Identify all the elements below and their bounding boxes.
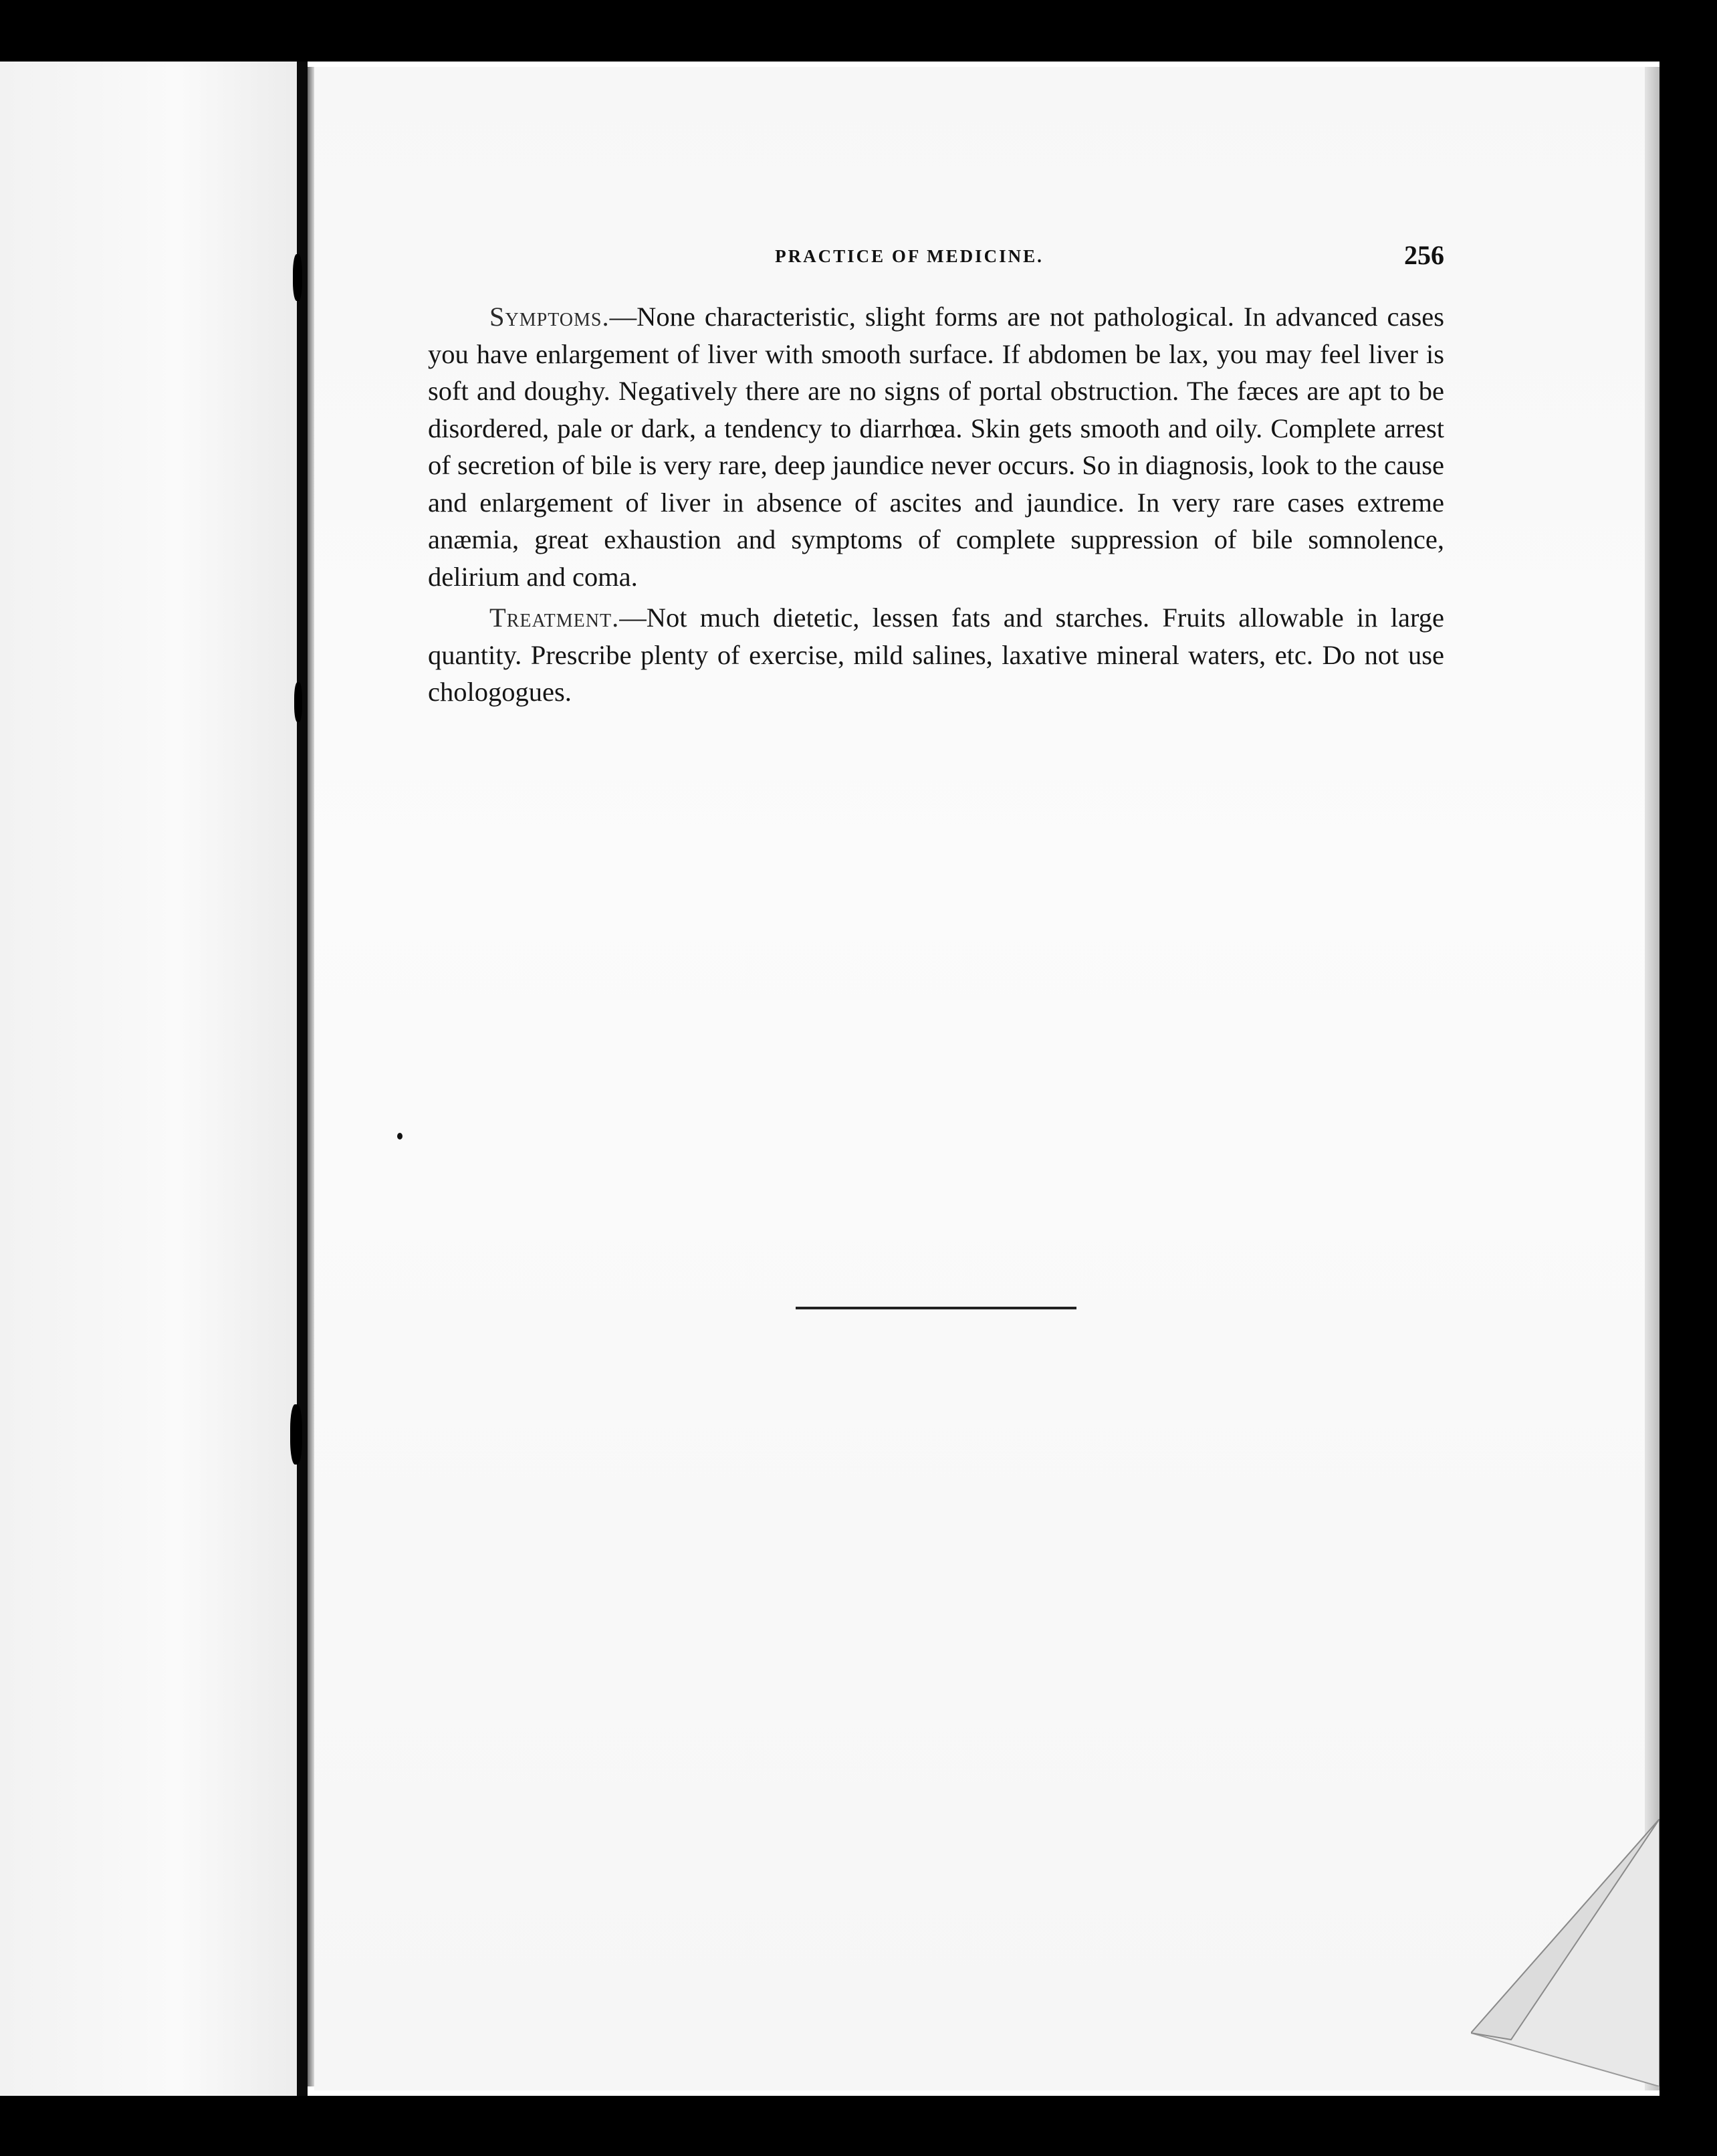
ink-speck [397, 1133, 403, 1140]
treatment-heading: Treatment. [489, 603, 620, 633]
binding-mark [290, 1404, 302, 1465]
treatment-text: —Not much dietetic, lessen fats and starches. Fruits allowable in large quantity. Prescribe plenty of exercise, mild salines, laxative mineral waters, etc. Do not use chologogues. [428, 603, 1444, 707]
binding-mark [294, 682, 302, 722]
symptoms-heading: Symptoms. [489, 302, 610, 332]
symptoms-paragraph [428, 298, 1444, 595]
symptoms-text: —None characteristic, slight forms are not pathological. In advanced cases you have enlargement of liver with smooth surface. If abdomen be lax, you may feel liver is soft and doughy. Negatively there are no signs of portal obstruction. The fæces are apt to be disordered, pale or dark, a tendency to diarrhœa. Skin gets smooth and oily. Complete arrest of secretion of bile is very rare, deep jaundice never occurs. So in diagnosis, look to the cause and enlargement of liver in absence of ascites and jaundice. In very rare cases extreme anæmia, great exhaustion and symptoms of complete suppression of bile somnolence, delirium and coma. [428, 302, 1444, 592]
page-number: 256 [1404, 240, 1444, 270]
page-gutter-edge [308, 67, 314, 2086]
book-gutter [297, 62, 308, 2096]
scan-border-bottom [0, 2096, 1717, 2156]
running-head: PRACTICE OF MEDICINE. [775, 246, 1044, 266]
treatment-paragraph [428, 599, 1444, 711]
page-right-edge [1645, 67, 1659, 2090]
binding-mark [293, 254, 302, 301]
scan-border-top [0, 0, 1717, 62]
left-page-blank [0, 62, 297, 2096]
body-text [428, 298, 1444, 711]
folded-page-corner [1471, 1819, 1659, 2086]
scan-border-right [1659, 0, 1717, 2156]
page-header [428, 239, 1444, 277]
section-end-rule [796, 1307, 1076, 1309]
